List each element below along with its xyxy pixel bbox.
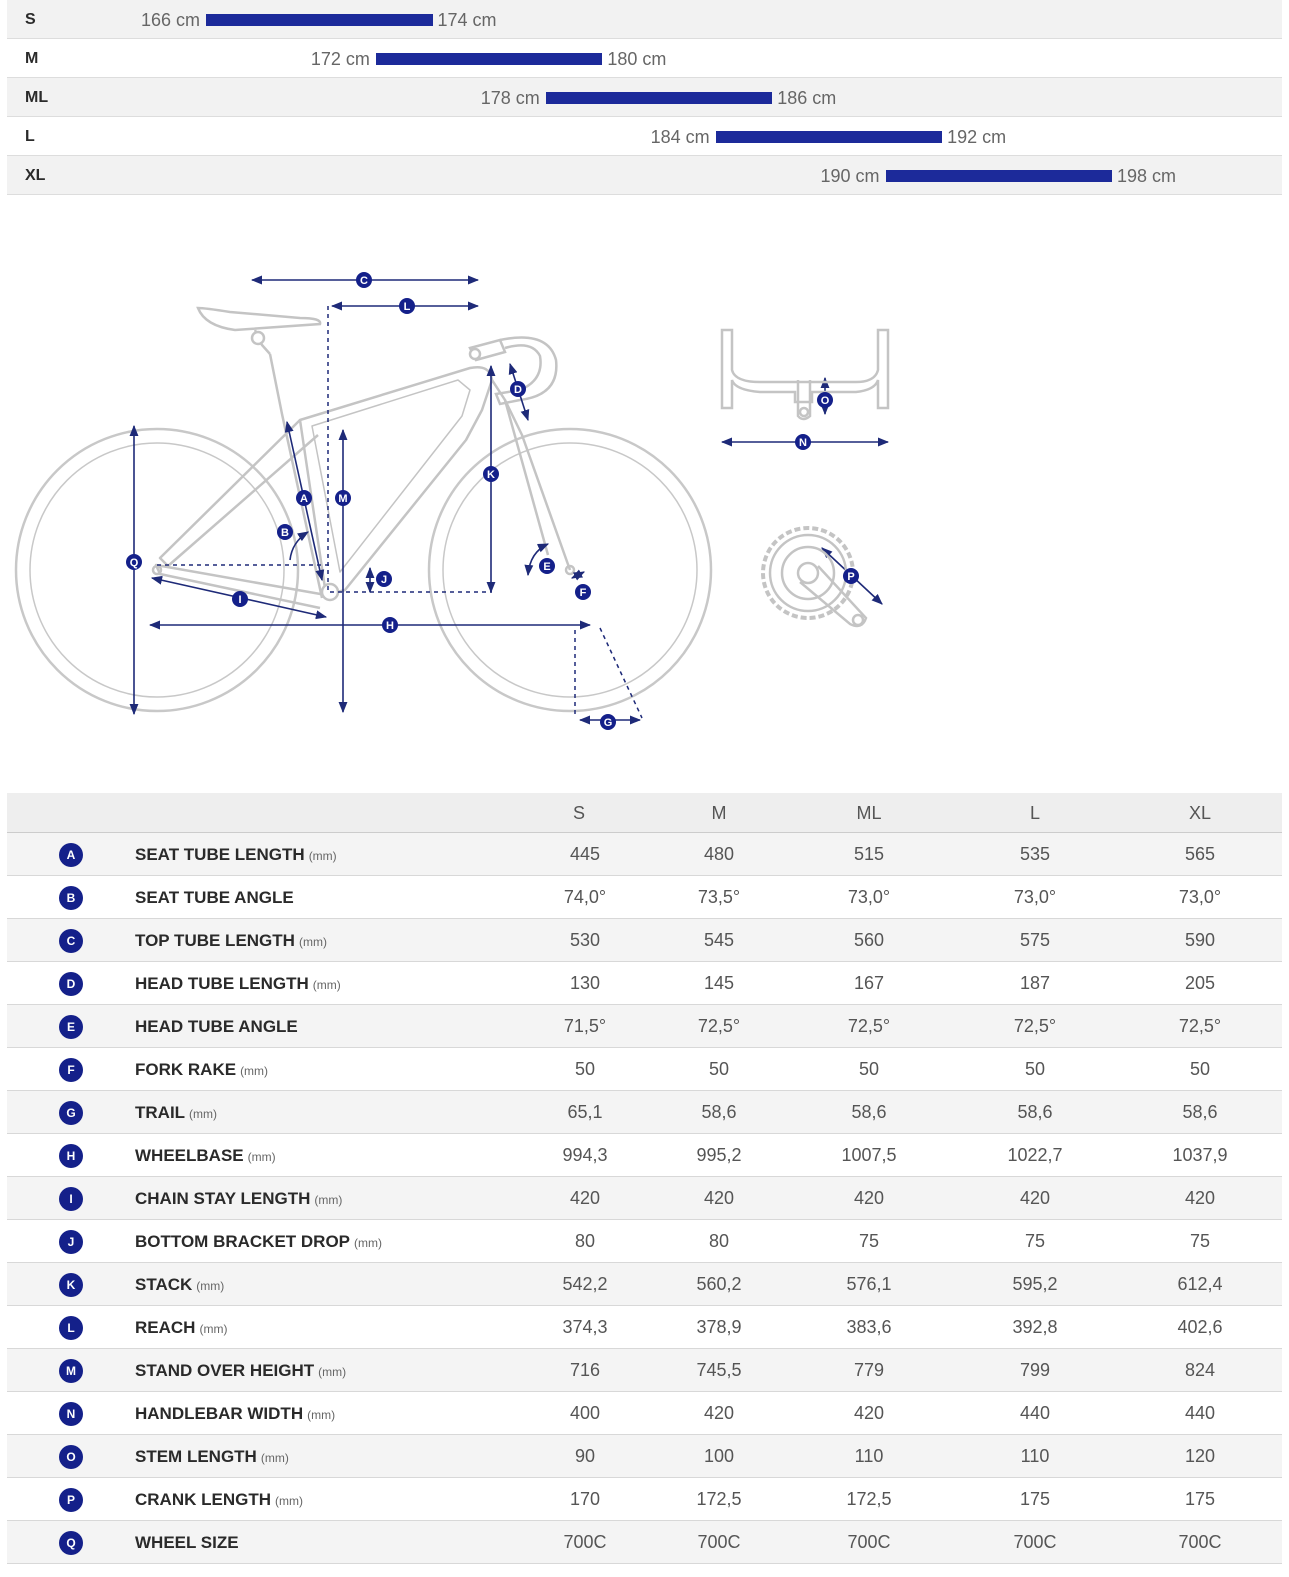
row-unit: (mm) (308, 849, 337, 863)
table-cell-ml: 383,6 (846, 1317, 892, 1337)
table-cell-m: 420 (703, 1403, 735, 1423)
table-cell-s: 130 (569, 973, 601, 993)
diagram-badge-n (795, 434, 811, 450)
table-cell-l: 1022,7 (1007, 1145, 1063, 1165)
row-unit: (mm) (260, 1451, 289, 1465)
table-cell-ml: 172,5 (846, 1489, 892, 1509)
table-cell-xl: 73,0° (1178, 887, 1222, 907)
table-cell-m: 50 (708, 1059, 730, 1079)
table-cell-xl: 1037,9 (1172, 1145, 1228, 1165)
range-bar (206, 14, 433, 26)
table-cell-xl: 700C (1178, 1532, 1222, 1552)
diagram-badge-letter: N (799, 437, 807, 449)
row-letter-badge: O (59, 1445, 83, 1469)
table-cell-xl: 402,6 (1177, 1317, 1223, 1337)
table-row (7, 1091, 1282, 1134)
geometry-table (7, 793, 1282, 1564)
table-cell-ml: 779 (853, 1360, 885, 1380)
row-label (135, 1521, 239, 1564)
row-unit: (mm) (312, 978, 341, 992)
table-cell-l: 72,5° (1013, 1016, 1057, 1036)
table-row (7, 1521, 1282, 1564)
table-row (7, 1220, 1282, 1263)
table-cell-s: 50 (574, 1059, 596, 1079)
diagram-badge-letter: G (603, 717, 613, 729)
table-row (7, 1048, 1282, 1091)
range-min-label: 166 cm (140, 10, 200, 30)
size-range-chart (7, 0, 1282, 195)
table-cell-xl: 612,4 (1177, 1274, 1223, 1294)
table-cell-xl: 824 (1184, 1360, 1216, 1380)
table-cell-s: 170 (569, 1489, 601, 1509)
row-label-text: CRANK LENGTH (135, 1490, 271, 1509)
row-label-text: HANDLEBAR WIDTH (135, 1404, 304, 1423)
table-cell-m: 545 (703, 930, 735, 950)
table-row (7, 1392, 1282, 1435)
row-label-text: STEM LENGTH (135, 1447, 257, 1466)
table-cell-s: 542,2 (562, 1274, 608, 1294)
column-header-m: M (711, 803, 727, 823)
range-max-label: 192 cm (947, 127, 1007, 147)
row-label (135, 1177, 342, 1222)
row-label (135, 1349, 346, 1394)
table-cell-s: 90 (574, 1446, 596, 1466)
diagram-badge-letter: J (380, 574, 388, 586)
table-row (7, 1478, 1282, 1521)
diagram-badge-letter: C (360, 275, 368, 287)
row-letter-badge: A (59, 843, 83, 867)
row-letter-badge: G (59, 1101, 83, 1125)
table-row (7, 1005, 1282, 1048)
range-max-label: 186 cm (777, 88, 837, 108)
table-cell-m: 700C (697, 1532, 741, 1552)
row-unit: (mm) (189, 1107, 218, 1121)
row-label (135, 919, 327, 964)
table-row (7, 876, 1282, 919)
table-cell-ml: 515 (853, 844, 885, 864)
table-cell-ml: 420 (853, 1403, 885, 1423)
table-cell-ml: 72,5° (847, 1016, 891, 1036)
row-letter-badge: C (59, 929, 83, 953)
table-cell-l: 50 (1024, 1059, 1046, 1079)
diagram-badge-letter: M (338, 493, 348, 505)
table-row (7, 1349, 1282, 1392)
row-label-text: FORK RAKE (135, 1060, 237, 1079)
table-cell-m: 72,5° (697, 1016, 741, 1036)
range-min-label: 178 cm (480, 88, 540, 108)
table-cell-m: 58,6 (701, 1102, 737, 1122)
row-unit: (mm) (314, 1193, 343, 1207)
diagram-badge-g (600, 714, 616, 730)
row-letter-badge: Q (59, 1531, 83, 1555)
table-cell-l: 175 (1019, 1489, 1051, 1509)
diagram-badge-c (356, 272, 372, 288)
table-cell-xl: 565 (1184, 844, 1216, 864)
range-max-label: 180 cm (607, 49, 667, 69)
table-cell-l: 700C (1013, 1532, 1057, 1552)
table-cell-xl: 75 (1189, 1231, 1211, 1251)
table-cell-l: 392,8 (1012, 1317, 1058, 1337)
range-bar (886, 170, 1113, 182)
table-row (7, 1306, 1282, 1349)
row-unit: (mm) (298, 935, 327, 949)
table-cell-m: 100 (703, 1446, 735, 1466)
table-cell-l: 535 (1019, 844, 1051, 864)
row-label-text: STACK (135, 1275, 193, 1294)
diagram-badge-letter: H (386, 620, 394, 632)
diagram-badge-letter: I (238, 594, 242, 606)
table-cell-xl: 420 (1184, 1188, 1216, 1208)
row-label (135, 1478, 303, 1523)
table-cell-m: 80 (708, 1231, 730, 1251)
table-cell-s: 994,3 (562, 1145, 608, 1165)
table-cell-ml: 110 (854, 1446, 884, 1466)
row-unit: (mm) (354, 1236, 382, 1250)
diagram-badge-letter: O (820, 395, 830, 407)
table-cell-ml: 50 (858, 1059, 880, 1079)
row-label (135, 1263, 224, 1308)
table-cell-l: 110 (1020, 1446, 1050, 1466)
range-min-label: 190 cm (820, 166, 880, 186)
table-cell-l: 440 (1019, 1403, 1051, 1423)
row-label-text: HEAD TUBE LENGTH (135, 974, 309, 993)
row-letter-badge: B (59, 886, 83, 910)
size-name: XL (25, 167, 46, 184)
diagram-letter-badges (126, 272, 859, 730)
table-cell-m: 172,5 (696, 1489, 742, 1509)
row-label-text: CHAIN STAY LENGTH (135, 1189, 311, 1208)
table-cell-xl: 72,5° (1178, 1016, 1222, 1036)
table-cell-s: 65,1 (567, 1102, 603, 1122)
table-row (7, 1177, 1282, 1220)
table-cell-m: 480 (703, 844, 735, 864)
diagram-badge-e (539, 558, 555, 574)
row-label-text: REACH (135, 1318, 196, 1337)
table-cell-ml: 420 (853, 1188, 885, 1208)
row-unit: (mm) (275, 1494, 303, 1508)
diagram-badge-i (232, 591, 248, 607)
table-row (7, 833, 1282, 876)
table-cell-xl: 205 (1184, 973, 1216, 993)
table-cell-m: 145 (703, 973, 735, 993)
table-cell-ml: 73,0° (847, 887, 891, 907)
diagram-badge-l (399, 298, 415, 314)
range-bar (376, 53, 603, 65)
table-cell-l: 187 (1019, 973, 1051, 993)
diagram-badge-m (335, 490, 351, 506)
size-row-ml (7, 78, 1282, 117)
table-cell-m: 745,5 (696, 1360, 742, 1380)
table-cell-s: 530 (569, 930, 601, 950)
row-letter-badge: E (59, 1015, 83, 1039)
row-label-text: WHEELBASE (135, 1146, 244, 1165)
table-cell-l: 799 (1019, 1360, 1051, 1380)
table-cell-xl: 440 (1184, 1403, 1216, 1423)
table-cell-ml: 58,6 (851, 1102, 887, 1122)
row-label (135, 1435, 289, 1480)
diagram-badge-letter: K (487, 469, 495, 481)
row-letter-badge: M (59, 1359, 83, 1383)
row-unit: (mm) (240, 1064, 269, 1078)
range-min-label: 184 cm (650, 127, 710, 147)
table-cell-s: 400 (569, 1403, 601, 1423)
size-name: ML (25, 89, 49, 106)
row-letter-badge: N (59, 1402, 83, 1426)
table-row (7, 1435, 1282, 1478)
row-letter-badge: H (59, 1144, 83, 1168)
row-label-text: BOTTOM BRACKET DROP (135, 1232, 351, 1251)
row-letter-badge: D (59, 972, 83, 996)
diagram-badge-d (510, 381, 526, 397)
row-label (135, 1392, 335, 1437)
size-row-l (7, 117, 1282, 156)
diagram-badge-letter: F (579, 587, 587, 599)
size-name: S (25, 11, 36, 28)
row-label (135, 1134, 276, 1179)
table-cell-ml: 167 (853, 973, 885, 993)
row-label-text: SEAT TUBE ANGLE (135, 888, 294, 907)
table-cell-l: 575 (1019, 930, 1051, 950)
range-min-label: 172 cm (310, 49, 370, 69)
table-cell-l: 73,0° (1013, 887, 1057, 907)
row-label-text: TRAIL (135, 1103, 186, 1122)
row-label (135, 833, 337, 878)
table-cell-ml: 560 (853, 930, 885, 950)
range-bar (716, 131, 943, 143)
table-cell-ml: 700C (847, 1532, 891, 1552)
diagram-badge-letter: Q (129, 557, 139, 569)
diagram-badge-k (483, 466, 499, 482)
column-header-ml: ML (856, 803, 882, 823)
row-label-text: WHEEL SIZE (135, 1533, 239, 1552)
row-unit: (mm) (318, 1365, 347, 1379)
row-label (135, 1091, 217, 1136)
diagram-badge-letter: D (514, 384, 522, 396)
table-cell-ml: 576,1 (846, 1274, 892, 1294)
table-cell-s: 445 (569, 844, 601, 864)
range-max-label: 198 cm (1117, 166, 1177, 186)
column-header-s: S (572, 803, 585, 823)
row-letter-badge: J (59, 1230, 83, 1254)
row-unit: (mm) (196, 1279, 225, 1293)
size-row-s (7, 0, 1282, 39)
table-cell-l: 420 (1019, 1188, 1051, 1208)
table-row (7, 1263, 1282, 1306)
table-cell-m: 378,9 (696, 1317, 742, 1337)
diagram-badge-letter: E (543, 561, 551, 573)
row-label (135, 876, 294, 919)
diagram-badge-letter: B (281, 527, 289, 539)
table-cell-l: 58,6 (1017, 1102, 1053, 1122)
table-cell-s: 80 (574, 1231, 596, 1251)
range-bar (546, 92, 773, 104)
row-label (135, 1005, 298, 1048)
row-letter-badge: P (59, 1488, 83, 1512)
row-label (135, 1220, 382, 1265)
table-cell-s: 71,5° (563, 1016, 607, 1036)
table-cell-m: 73,5° (697, 887, 741, 907)
row-letter-badge: L (59, 1316, 83, 1340)
row-letter-badge: F (59, 1058, 83, 1082)
handlebar-front-view (722, 330, 888, 419)
table-cell-s: 74,0° (563, 887, 607, 907)
row-label (135, 1048, 268, 1093)
diagram-badge-h (382, 617, 398, 633)
table-row (7, 962, 1282, 1005)
row-label-text: SEAT TUBE LENGTH (135, 845, 305, 864)
diagram-badge-q (126, 554, 142, 570)
table-cell-s: 420 (569, 1188, 601, 1208)
table-cell-s: 716 (569, 1360, 601, 1380)
diagram-badge-letter: A (300, 493, 308, 505)
size-name: L (25, 128, 35, 145)
table-cell-ml: 75 (858, 1231, 880, 1251)
geometry-table-header (7, 793, 1282, 833)
row-unit: (mm) (307, 1408, 336, 1422)
diagram-badge-o (817, 392, 833, 408)
size-name: M (25, 50, 39, 67)
column-header-l: L (1029, 803, 1040, 823)
row-unit: (mm) (199, 1322, 228, 1336)
saddle (198, 308, 320, 354)
bike-geometry-svg (0, 230, 1289, 760)
table-cell-m: 420 (703, 1188, 735, 1208)
row-label (135, 1306, 227, 1351)
table-cell-l: 75 (1024, 1231, 1046, 1251)
row-letter-badge: I (59, 1187, 83, 1211)
geometry-table-body (7, 833, 1282, 1564)
size-row-m (7, 39, 1282, 78)
row-letter-badge: K (59, 1273, 83, 1297)
table-row (7, 1134, 1282, 1177)
diagram-badge-letter: L (403, 301, 411, 313)
row-unit: (mm) (247, 1150, 276, 1164)
diagram-badge-a (296, 490, 312, 506)
table-cell-m: 995,2 (696, 1145, 742, 1165)
table-cell-l: 595,2 (1012, 1274, 1058, 1294)
table-row (7, 919, 1282, 962)
table-cell-xl: 175 (1184, 1489, 1216, 1509)
table-cell-xl: 590 (1184, 930, 1216, 950)
diagram-badge-f (575, 584, 591, 600)
table-cell-xl: 120 (1184, 1446, 1216, 1466)
table-cell-m: 560,2 (696, 1274, 742, 1294)
table-cell-ml: 1007,5 (841, 1145, 897, 1165)
diagram-badge-letter: P (847, 571, 855, 583)
table-cell-s: 700C (563, 1532, 607, 1552)
row-label-text: HEAD TUBE ANGLE (135, 1017, 298, 1036)
geometry-diagram (0, 230, 1289, 760)
row-label (135, 962, 341, 1007)
table-cell-s: 374,3 (562, 1317, 608, 1337)
size-row-xl (7, 156, 1282, 195)
diagram-badge-b (277, 524, 293, 540)
range-max-label: 174 cm (437, 10, 497, 30)
row-label-text: TOP TUBE LENGTH (135, 931, 295, 950)
table-cell-xl: 58,6 (1182, 1102, 1218, 1122)
table-cell-xl: 50 (1189, 1059, 1211, 1079)
diagram-badge-j (376, 571, 392, 587)
row-label-text: STAND OVER HEIGHT (135, 1361, 315, 1380)
diagram-badge-p (843, 568, 859, 584)
column-header-xl: XL (1188, 803, 1212, 823)
